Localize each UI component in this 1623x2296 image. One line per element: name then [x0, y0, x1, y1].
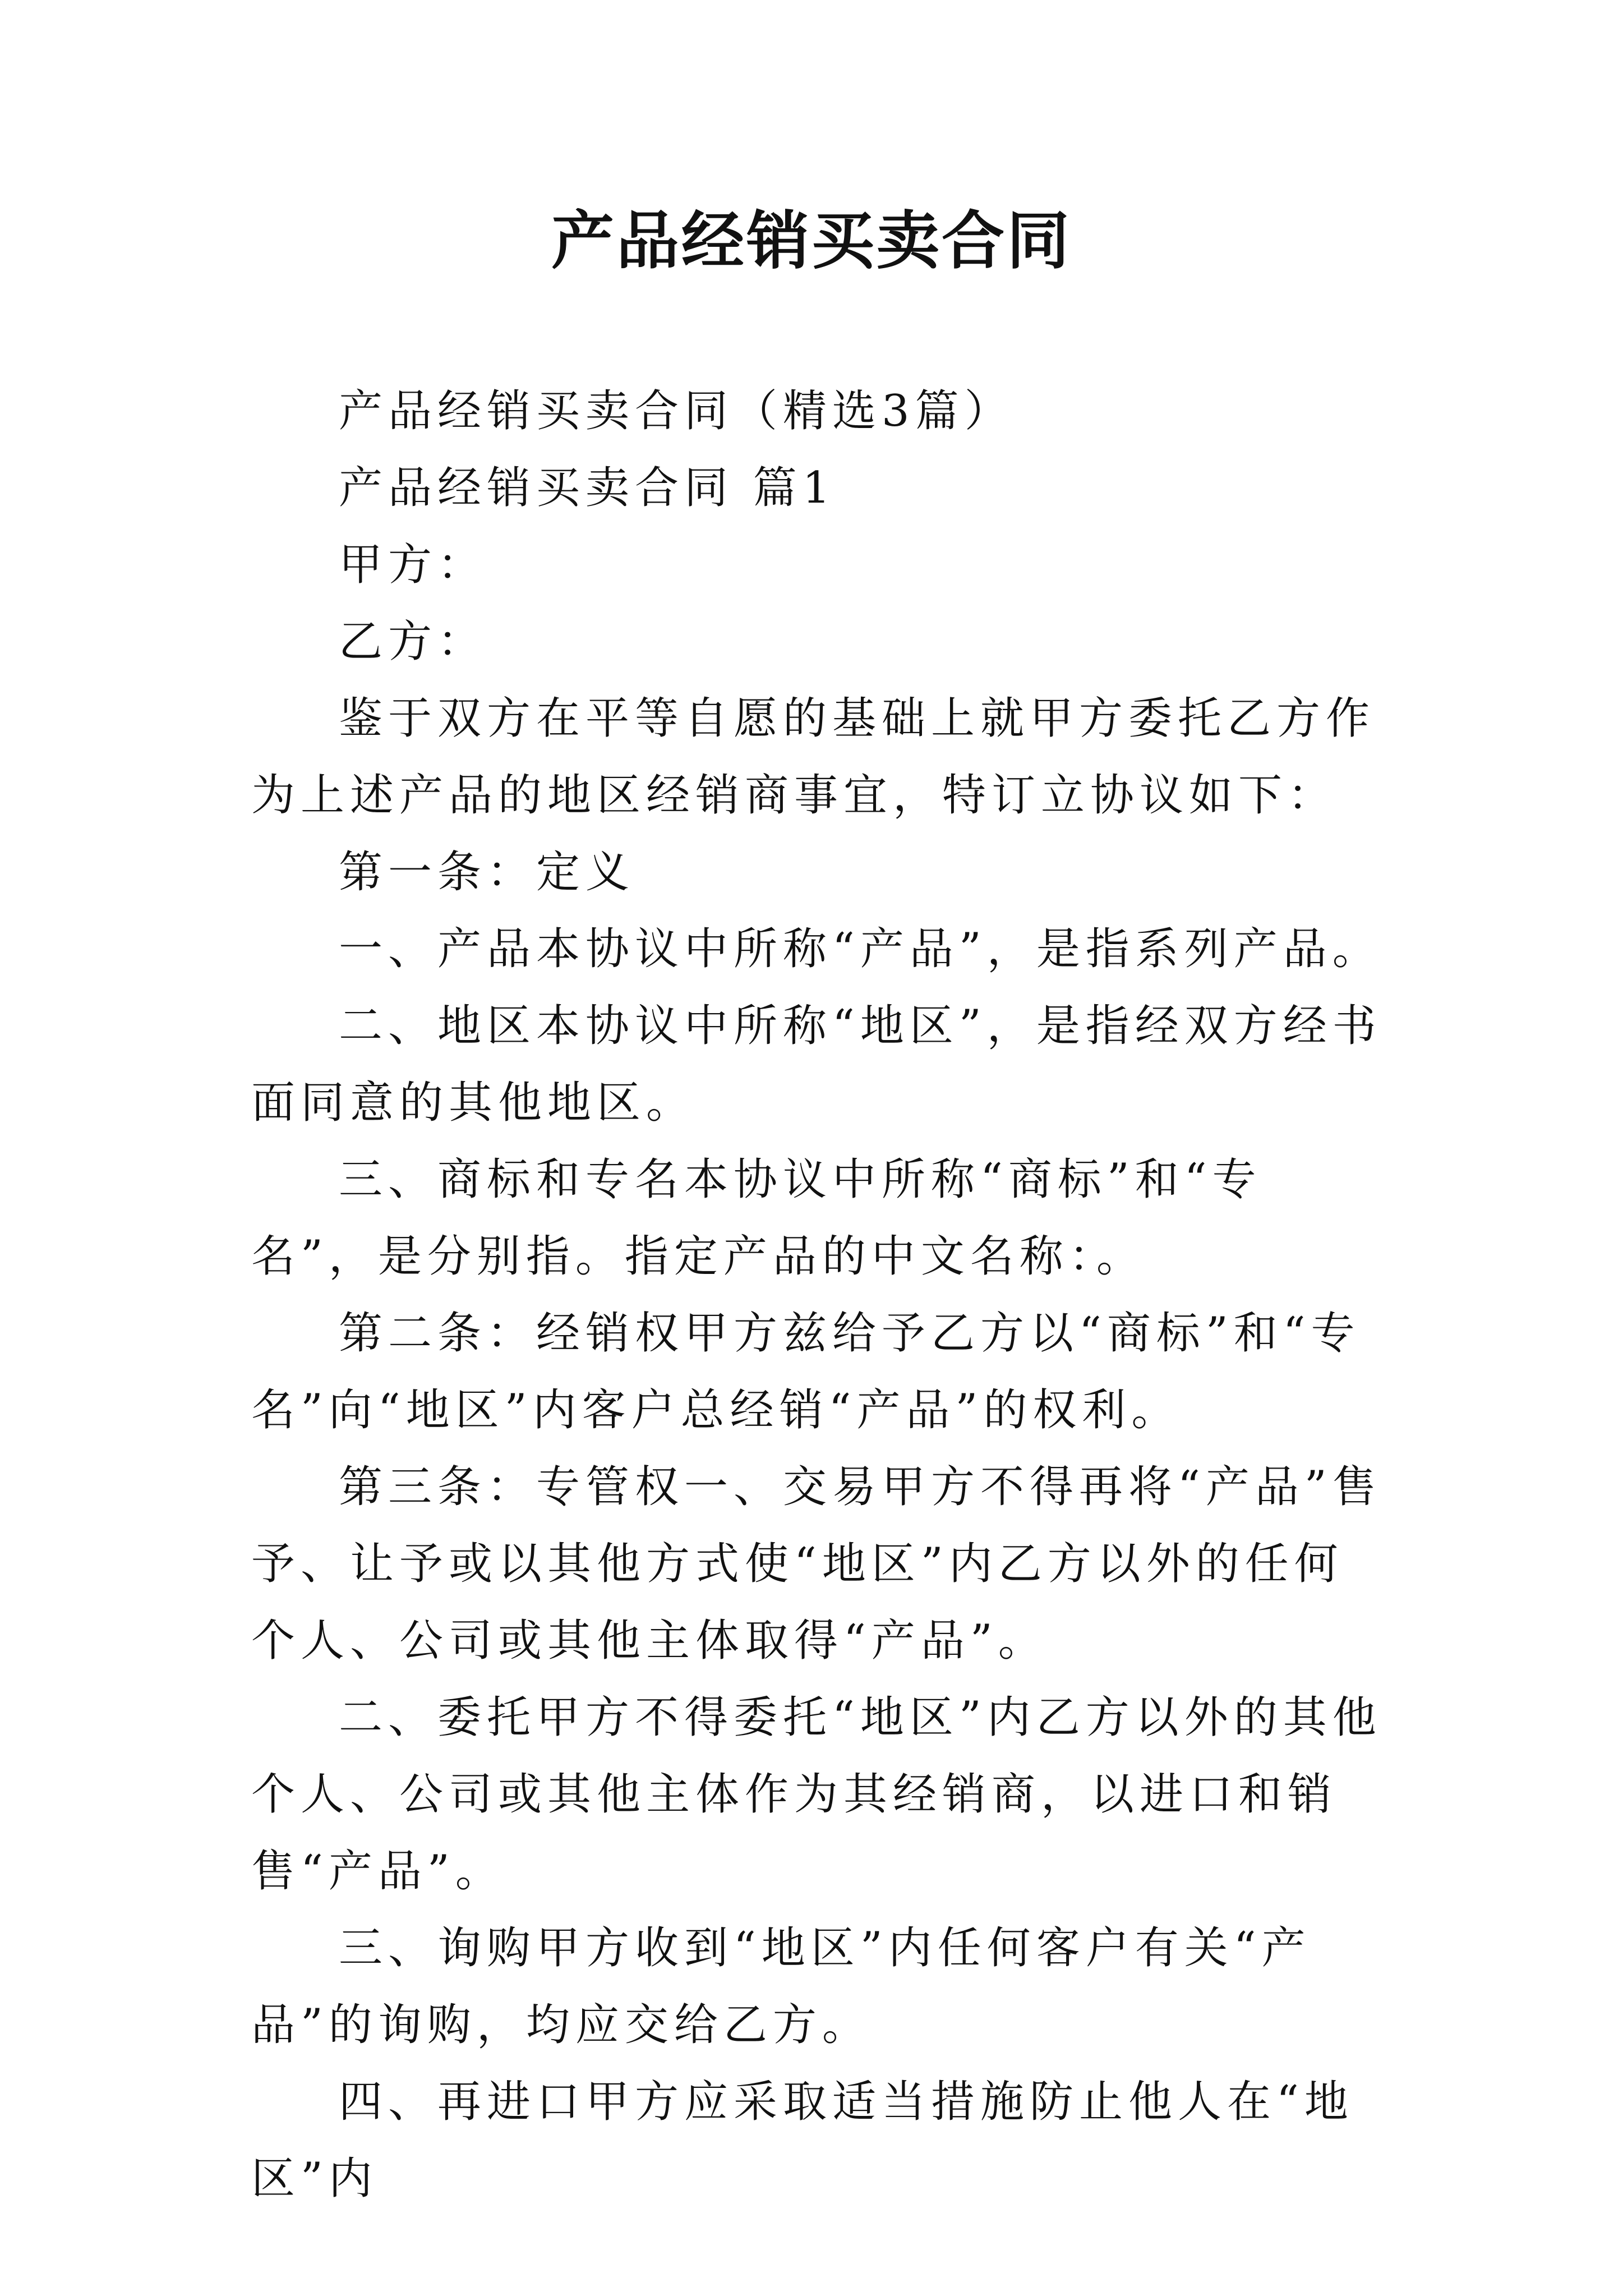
paragraph-article-3-item-2: 二、委托甲方不得委托“地区”内乙方以外的其他个人、公司或其他主体作为其经销商，以进口和销售“产品”。: [251, 1692, 1382, 1897]
paragraph-party-b: 乙方：: [339, 616, 487, 667]
paragraph-party-a: 甲方：: [339, 540, 487, 590]
paragraph-definition-region: 二、地区本协议中所称“地区”，是指经双方经书面同意的其他地区。: [251, 1001, 1382, 1128]
paragraph-article-1-heading: 第一条：定义: [339, 847, 635, 898]
paragraph-article-3-item-4: 四、再进口甲方应采取适当措施防止他人在“地区”内: [251, 2077, 1354, 2204]
paragraph-section-heading: 产品经销买卖合同 篇1: [339, 463, 836, 513]
paragraph-article-2: 第二条：经销权甲方兹给予乙方以“商标”和“专名”向“地区”内客户总经销“产品”的权利。: [251, 1308, 1361, 1435]
document-title: 产品经销买卖合同: [551, 204, 1072, 278]
paragraph-article-3-item-3: 三、询购甲方收到“地区”内任何客户有关“产品”的询购，均应交给乙方。: [251, 1923, 1311, 2050]
paragraph-article-3: 第三条：专管权一、交易甲方不得再将“产品”售予、让予或以其他方式使“地区”内乙方以外的任何个人、公司或其他主体取得“产品”。: [251, 1462, 1382, 1666]
paragraph-subtitle: 产品经销买卖合同（精选3篇）: [339, 386, 1014, 436]
paragraph-definition-trademark: 三、商标和专名本协议中所称“商标”和“专名”，是分别指。指定产品的中文名称：。: [251, 1154, 1262, 1282]
document-body: [251, 373, 1384, 2217]
paragraph-definition-product: 一、产品本协议中所称“产品”，是指系列产品。: [339, 924, 1382, 974]
paragraph-preamble: 鉴于双方在平等自愿的基础上就甲方委托乙方作为上述产品的地区经销商事宜，特订立协议如下：: [251, 693, 1376, 821]
